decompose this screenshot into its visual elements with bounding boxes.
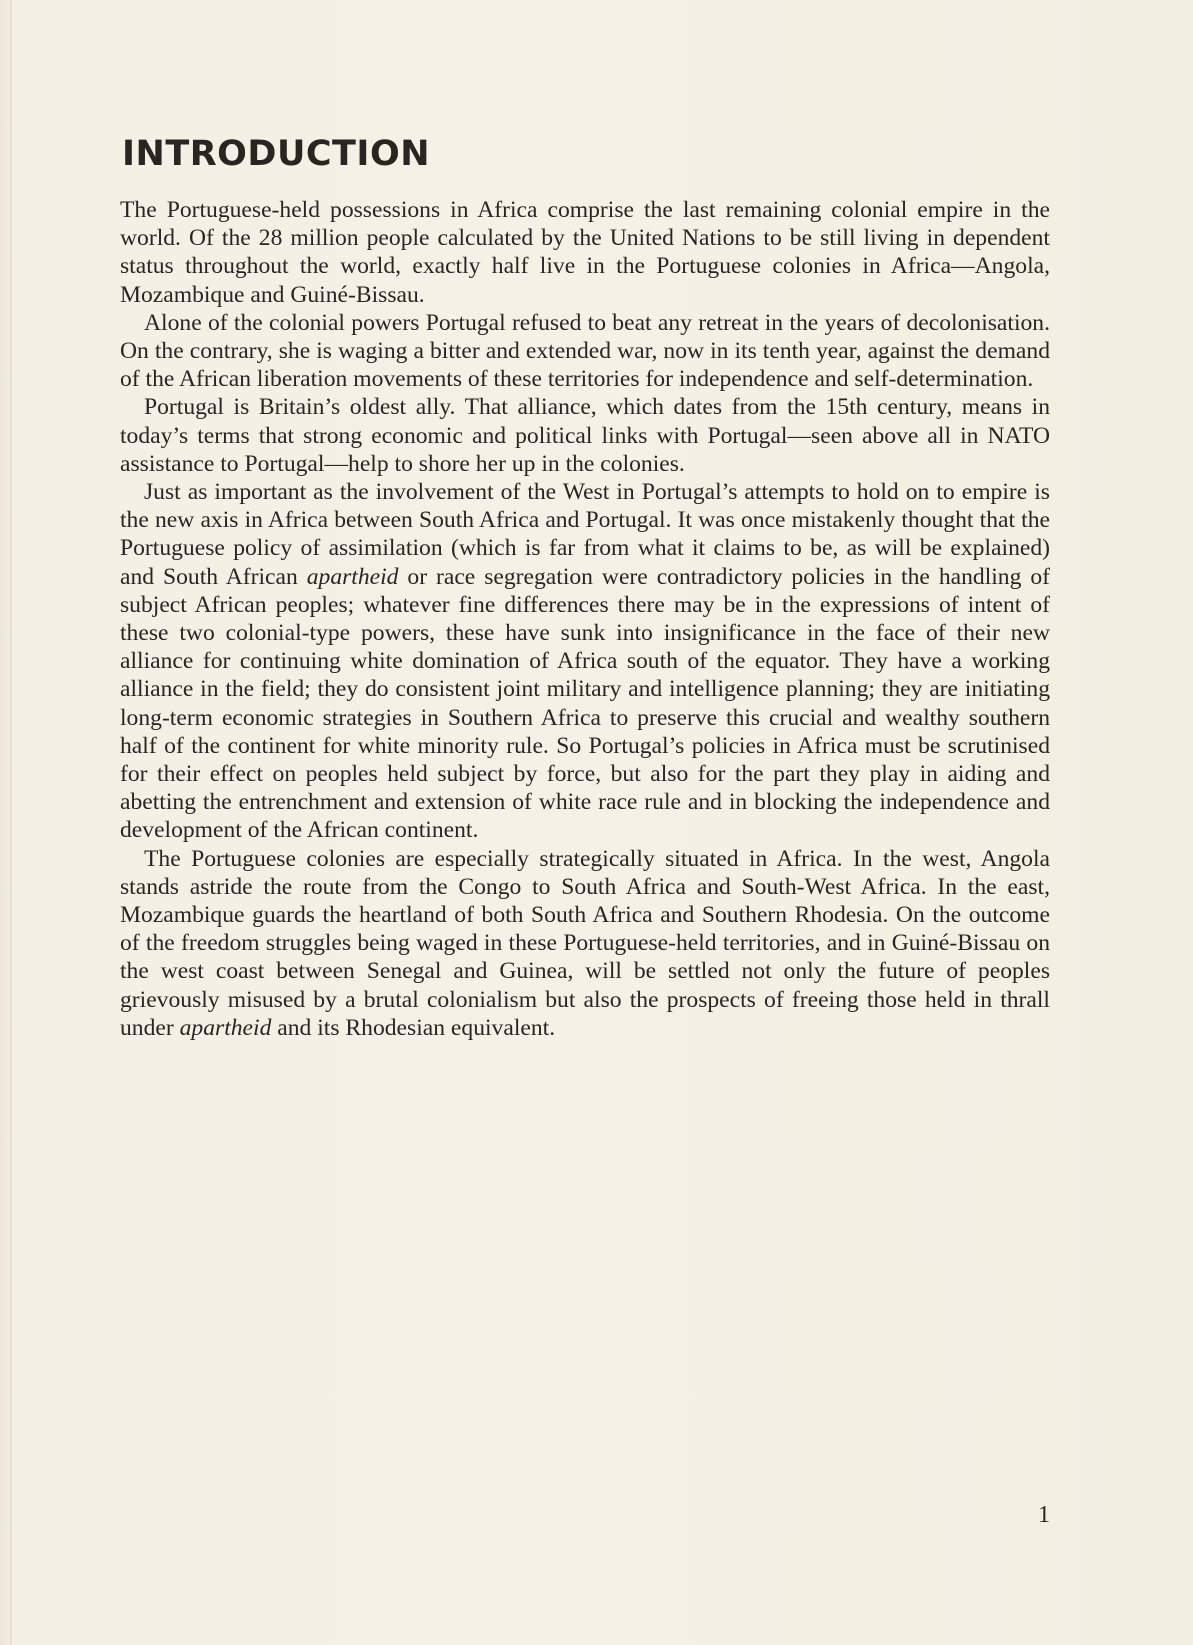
paragraph <box>120 478 1050 845</box>
paragraph-text: Just as important as the involvement of the West in Portugal’s attempts to hold on to empire is the new axis in Africa between South Africa and Portugal. It was once mistakenly thought that the Portuguese policy of assimilation (which is far from what it claims to be, as will be explained) and South African <box>120 479 1050 590</box>
paragraph-text: and its Rhodesian equivalent. <box>271 1014 556 1041</box>
paragraph <box>120 845 1050 1042</box>
paragraph-text: The Portuguese-held possessions in Africa comprise the last remaining colonial empire in the world. Of the 28 million people calculated by the United Nations to be still living in dependent status throughout the world, exactly half live in the Portuguese colonies in Africa—Angola, Mozambique and Guiné-Bissau. <box>120 197 1050 308</box>
page-heading: INTRODUCTION <box>122 134 430 174</box>
paragraph <box>120 393 1050 478</box>
paragraph-text: Alone of the colonial powers Portugal refused to beat any retreat in the years of decolonisation. On the contrary, she is waging a bitter and extended war, now in its tenth year, against the demand of the African liberation movements of these territories for independence and self-determination. <box>120 309 1050 393</box>
page-binding-edge <box>10 0 12 1645</box>
italic-term: apartheid <box>306 563 399 590</box>
italic-term: apartheid <box>179 1014 272 1041</box>
paragraph-text: The Portuguese colonies are especially strategically situated in Africa. In the west, Angola stands astride the route from the Congo to South Africa and South-West Africa. In the east, Mozambique guards the heartland of both South Africa and Southern Rhodesia. On the outcome of the freedom struggles being waged in these Portuguese-held territories, and in Guiné-Bissau on the west coast between Senegal and Guinea, will be settled not only the future of peoples grievously misused by a brutal colonialism but also the prospects of freeing those held in thrall under <box>120 845 1050 1041</box>
paragraph <box>120 309 1050 394</box>
page-number: 1 <box>1038 1502 1050 1528</box>
body-text <box>120 196 1050 1042</box>
paragraph-text: Portugal is Britain’s oldest ally. That alliance, which dates from the 15th century, means in today’s terms that strong economic and political links with Portugal—seen above all in NATO assistance to Portugal—help to shore her up in the colonies. <box>120 394 1050 477</box>
paragraph-text: or race segregation were contradictory policies in the handling of subject African peoples; whatever fine differences there may be in the expressions of intent of these two colonial-type powers, these have sunk into insignificance in the face of their new alliance for continuing white domination of Africa south of the equator. They have a working alliance in the field; they do consistent joint military and intelligence planning; they are initiating long-term economic strategies in Southern Africa to preserve this crucial and wealthy southern half of the continent for white minority rule. So Portugal’s policies in Africa must be scrutinised for their effect on peoples held subject by force, but also for the part they play in aiding and abetting the entrenchment and extension of white race rule and in blocking the independence and development of the African continent. <box>120 563 1050 844</box>
paragraph <box>120 196 1050 309</box>
